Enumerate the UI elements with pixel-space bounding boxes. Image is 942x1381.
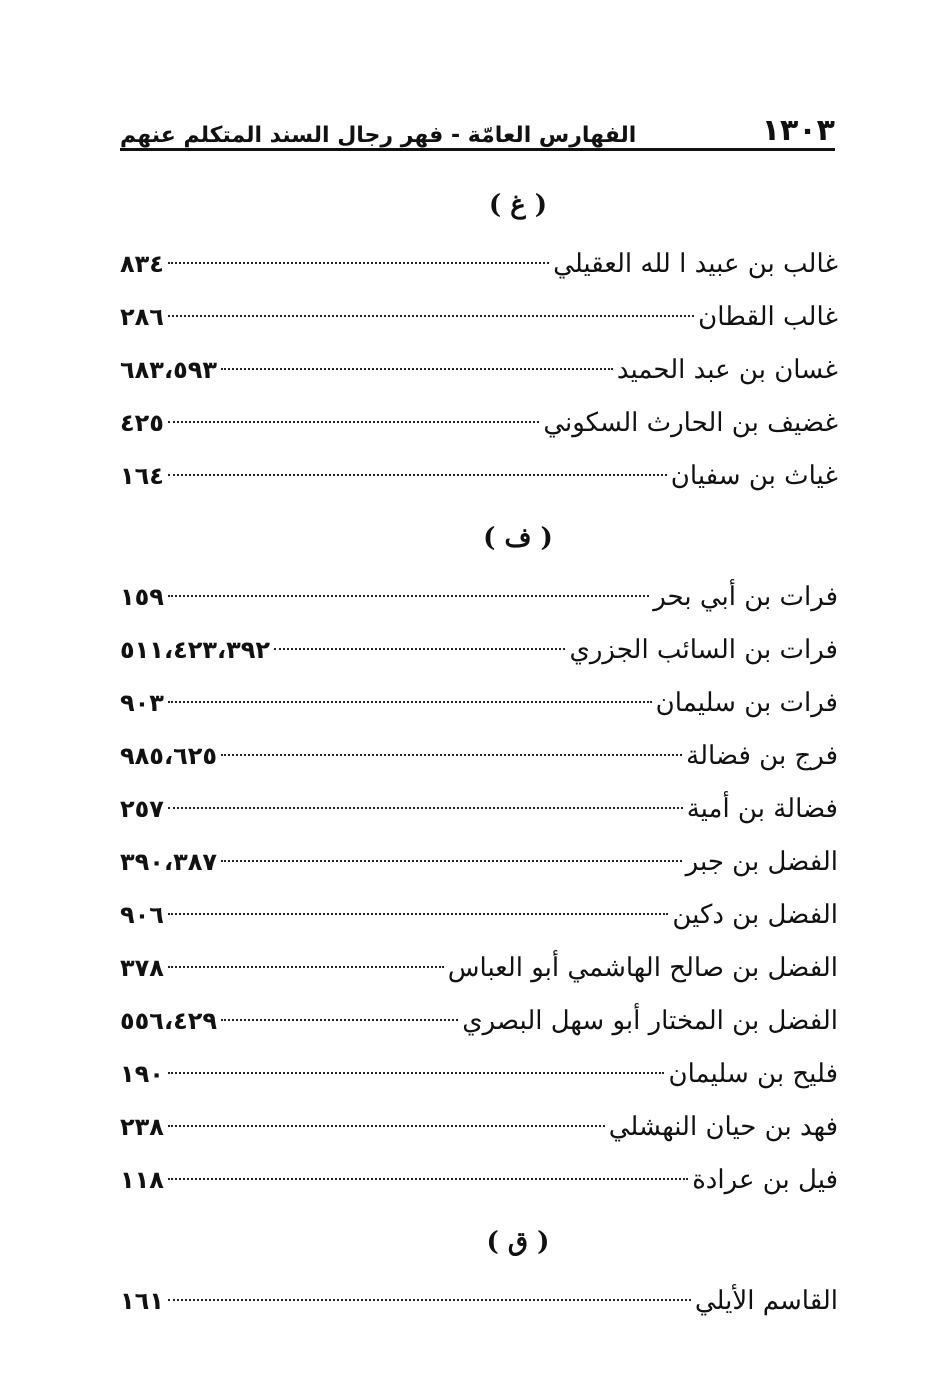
entry-pages: ٩٠٣ — [120, 689, 164, 717]
index-entry — [120, 1275, 838, 1328]
dot-leader — [168, 913, 668, 915]
entry-name: غياث بن سفيان — [670, 461, 838, 491]
entry-name: فضالة بن أمية — [686, 794, 838, 824]
entry-pages: ٩٠٦ — [120, 901, 164, 929]
dot-leader — [168, 701, 652, 703]
index-entry — [120, 889, 838, 942]
section-spacer — [120, 503, 838, 515]
entry-name: غالب بن عبيد ا لله العقيلي — [553, 249, 838, 279]
entry-pages: ١٩٠ — [120, 1060, 164, 1088]
index-entry — [120, 238, 838, 291]
index-entry — [120, 1048, 838, 1101]
entry-pages: ٢٥٧ — [120, 795, 164, 823]
section-heading: ( ف ) — [483, 523, 553, 553]
entry-name: القاسم الأيلي — [694, 1286, 838, 1316]
section-qaf — [120, 1219, 838, 1328]
entry-pages: ١٦٤ — [120, 462, 164, 490]
entry-name: الفضل بن جبر — [685, 847, 838, 877]
index-entry — [120, 344, 838, 397]
index-entry — [120, 571, 838, 624]
entry-name: غالب القطان — [698, 302, 838, 332]
dot-leader — [221, 368, 613, 370]
dot-leader — [221, 860, 682, 862]
entry-pages: ٢٣٨ — [120, 1113, 164, 1141]
entry-name: الفضل بن دكين — [672, 900, 838, 930]
dot-leader — [221, 754, 682, 756]
entry-name: غسان بن عبد الحميد — [616, 355, 838, 385]
entry-name: فرات بن أبي بحر — [653, 582, 838, 612]
index-entry — [120, 291, 838, 344]
dot-leader — [168, 1125, 605, 1127]
index-entry — [120, 942, 838, 995]
index-entry — [120, 730, 838, 783]
entry-pages: ٤٢٥ — [120, 409, 164, 437]
entry-pages: ٨٣٤ — [120, 250, 164, 278]
index-entry — [120, 397, 838, 450]
dot-leader — [168, 474, 667, 476]
entry-pages: ١٦١ — [120, 1287, 164, 1315]
entry-pages: ٣٩٠،٣٨٧ — [120, 848, 218, 876]
entry-name: فرات بن سليمان — [655, 688, 838, 718]
entry-name: غضيف بن الحارث السكوني — [543, 408, 838, 438]
index-entry — [120, 995, 838, 1048]
entry-pages: ٥١١،٤٢٣،٣٩٢ — [120, 636, 271, 664]
page-header — [120, 108, 835, 148]
index-entry — [120, 1154, 838, 1207]
header-rule — [120, 148, 835, 151]
section-spacer — [120, 1207, 838, 1219]
page-number: ١٣٠٣ — [761, 113, 835, 148]
entry-pages: ٢٨٦ — [120, 303, 164, 331]
entry-pages: ١٥٩ — [120, 583, 164, 611]
dot-leader — [168, 262, 549, 264]
index-entry — [120, 783, 838, 836]
entry-pages: ٣٧٨ — [120, 954, 164, 982]
entry-pages: ٦٨٣،٥٩٣ — [120, 356, 218, 384]
dot-leader — [168, 595, 649, 597]
entry-name: فرج بن فضالة — [686, 741, 838, 771]
dot-leader — [168, 421, 539, 423]
index-entry — [120, 1101, 838, 1154]
dot-leader — [168, 807, 683, 809]
entry-name: الفضل بن المختار أبو سهل البصري — [462, 1006, 838, 1036]
index-entry — [120, 624, 838, 677]
entry-pages: ٥٥٦،٤٢٩ — [120, 1007, 218, 1035]
entry-name: فرات بن السائب الجزري — [569, 635, 838, 665]
running-title: الفهارس العامّة - فهر رجال السند المتكلم عنهم — [120, 123, 637, 148]
index-entry — [120, 836, 838, 889]
section-heading: ( ق ) — [486, 1227, 550, 1257]
dot-leader — [221, 1019, 458, 1021]
entry-name: الفضل بن صالح الهاشمي أبو العباس — [447, 953, 838, 983]
dot-leader — [274, 648, 565, 650]
section-fa — [120, 515, 838, 1207]
dot-leader — [168, 1178, 688, 1180]
dot-leader — [168, 315, 694, 317]
dot-leader — [168, 966, 444, 968]
index-entry — [120, 450, 838, 503]
entry-name: فيل بن عرادة — [692, 1165, 838, 1195]
section-heading: ( غ ) — [488, 190, 548, 220]
entry-name: فهد بن حيان النهشلي — [608, 1112, 838, 1142]
entry-pages: ١١٨ — [120, 1166, 164, 1194]
index-body — [120, 182, 838, 1328]
entry-name: فليح بن سليمان — [668, 1059, 838, 1089]
dot-leader — [168, 1072, 665, 1074]
index-entry — [120, 677, 838, 730]
section-ghayn — [120, 182, 838, 503]
entry-pages: ٩٨٥،٦٢٥ — [120, 742, 218, 770]
dot-leader — [168, 1299, 691, 1301]
